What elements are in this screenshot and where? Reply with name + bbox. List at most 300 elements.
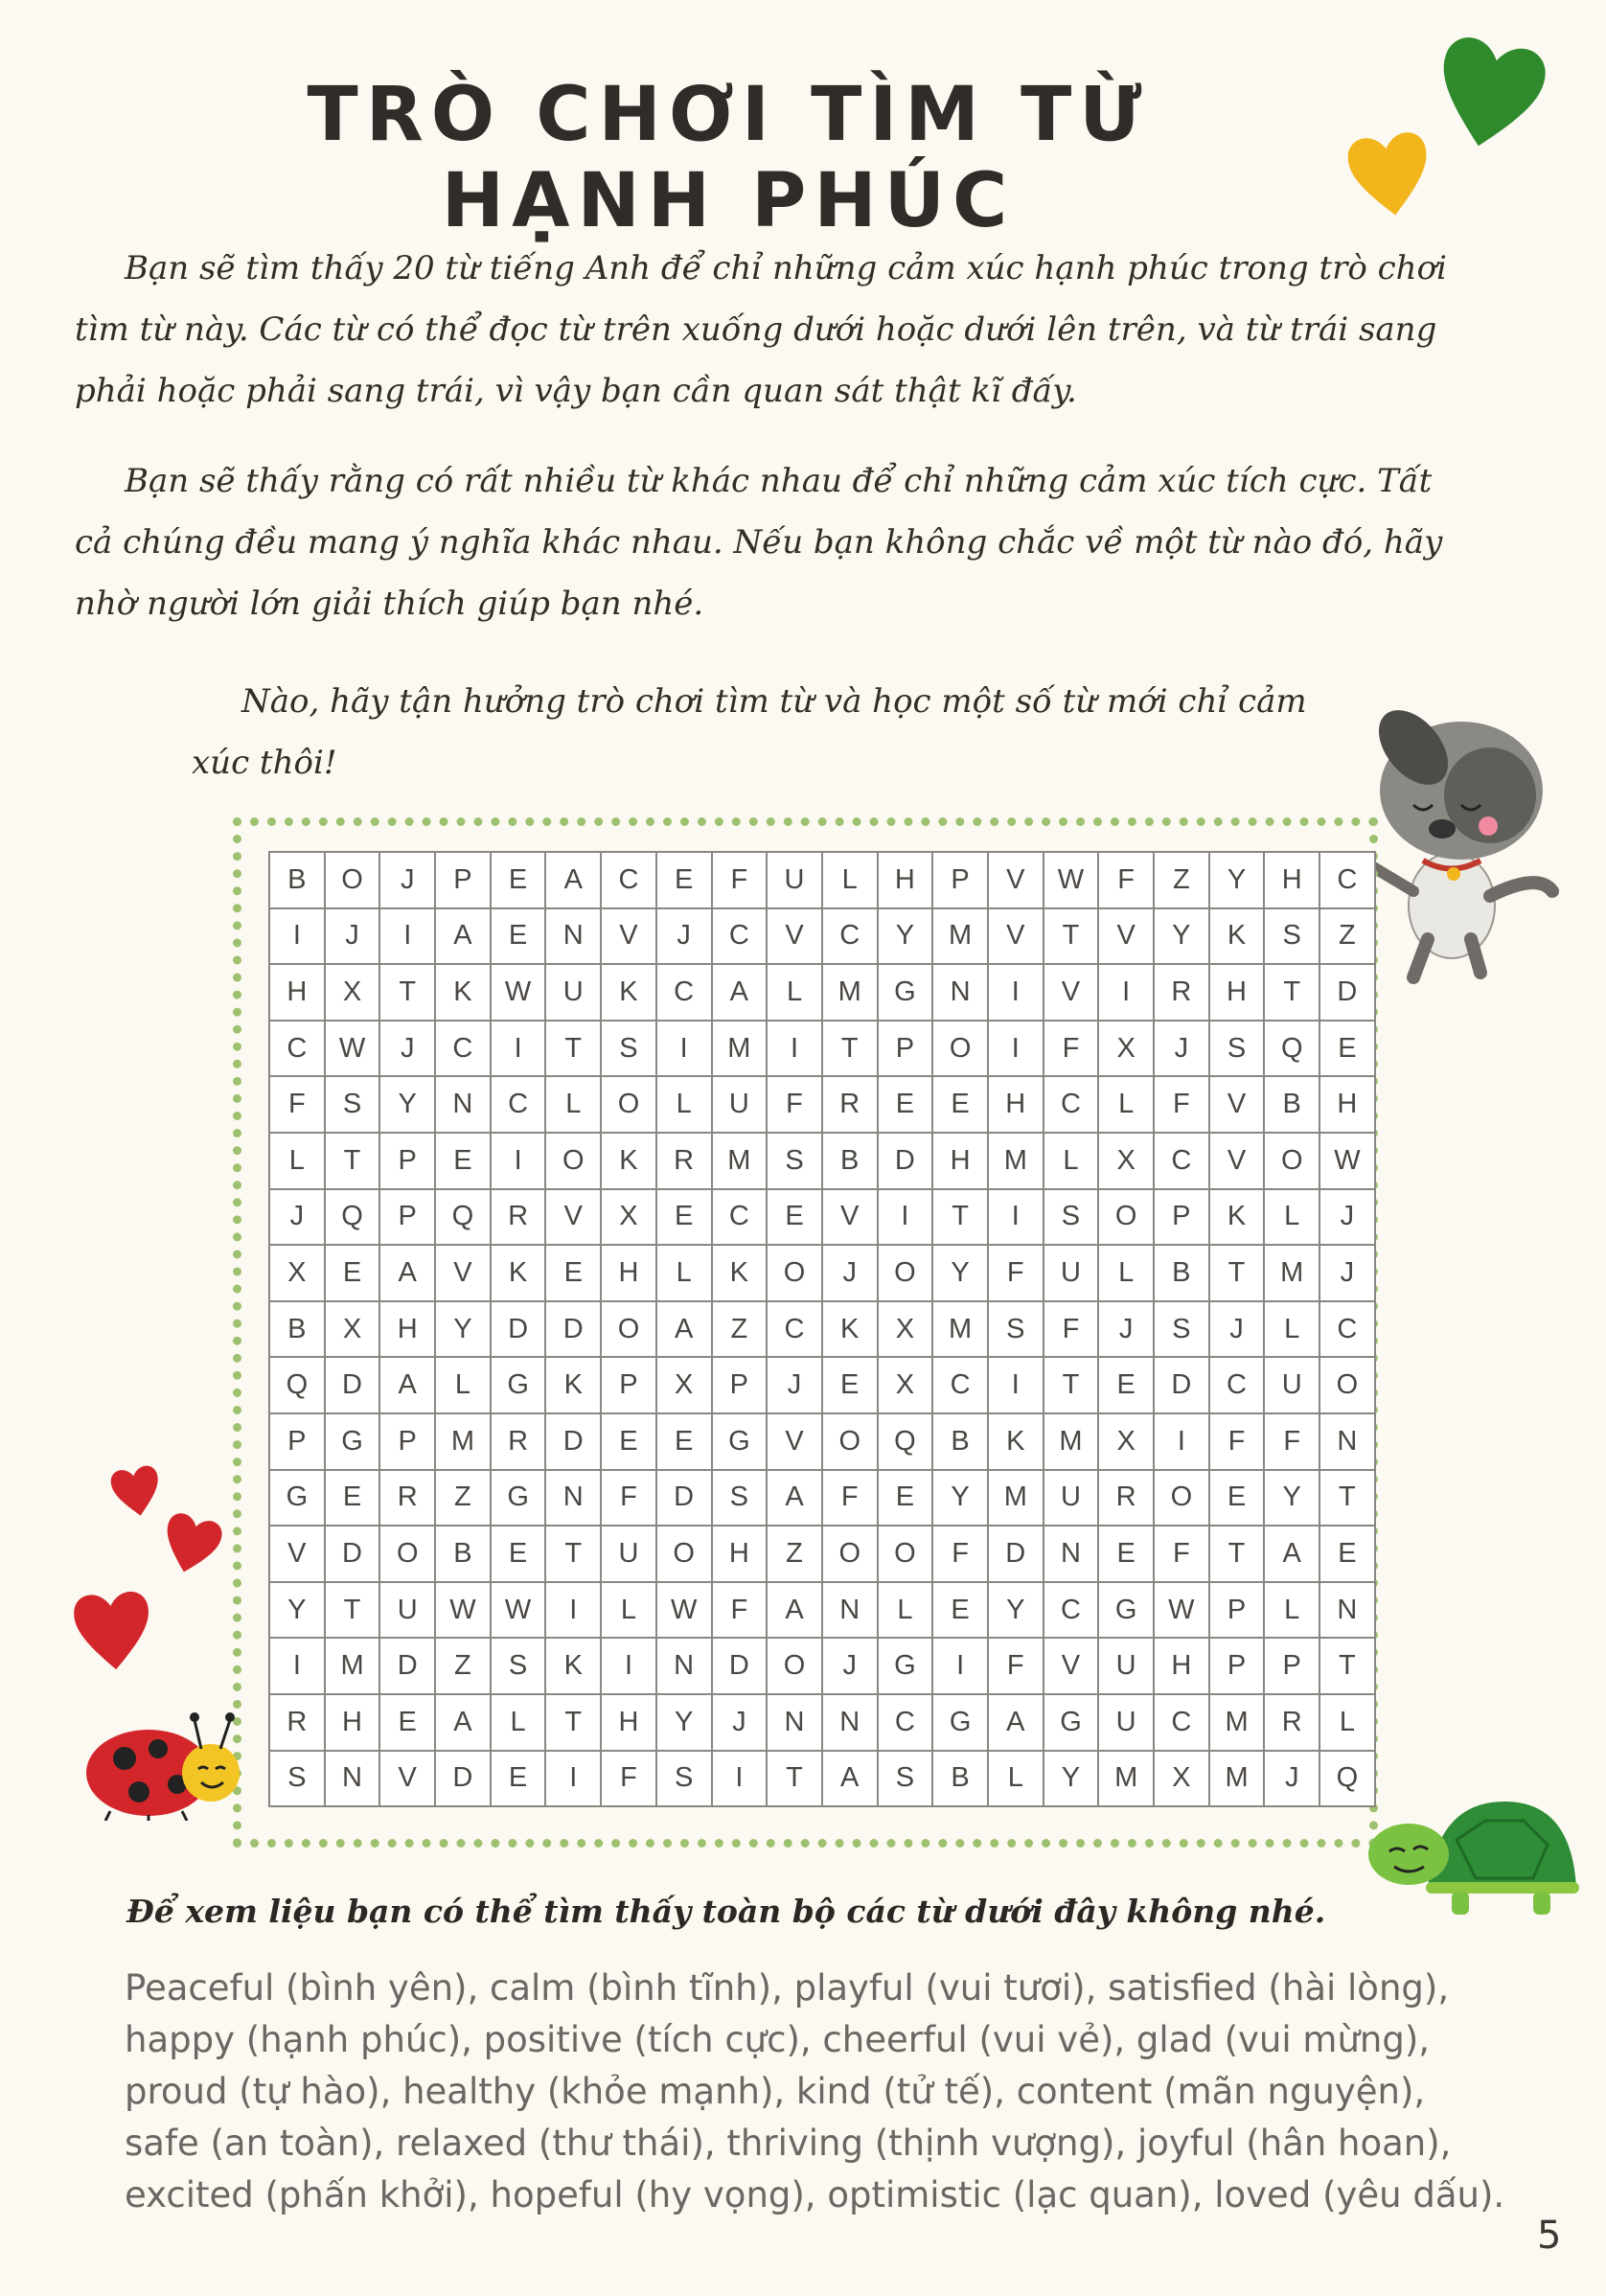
- grid-letter-cell[interactable]: J: [269, 1189, 325, 1246]
- grid-letter-cell[interactable]: N: [1319, 1413, 1375, 1470]
- grid-letter-cell[interactable]: V: [1044, 1638, 1099, 1694]
- grid-letter-cell[interactable]: E: [878, 1470, 933, 1527]
- grid-letter-cell[interactable]: E: [379, 1694, 435, 1751]
- grid-letter-cell[interactable]: O: [767, 1638, 822, 1694]
- grid-letter-cell[interactable]: G: [932, 1694, 988, 1751]
- grid-letter-cell[interactable]: S: [1154, 1301, 1209, 1358]
- grid-letter-cell[interactable]: P: [379, 1189, 435, 1246]
- grid-letter-cell[interactable]: M: [325, 1638, 380, 1694]
- grid-letter-cell[interactable]: C: [712, 908, 768, 965]
- grid-letter-cell[interactable]: T: [1044, 908, 1099, 965]
- grid-letter-cell[interactable]: F: [932, 1526, 988, 1582]
- grid-letter-cell[interactable]: I: [712, 1751, 768, 1807]
- grid-letter-cell[interactable]: F: [269, 1076, 325, 1133]
- grid-letter-cell[interactable]: Y: [435, 1301, 491, 1358]
- grid-letter-cell[interactable]: M: [988, 1133, 1044, 1189]
- grid-letter-cell[interactable]: I: [988, 1189, 1044, 1246]
- grid-letter-cell[interactable]: N: [1319, 1582, 1375, 1639]
- grid-letter-cell[interactable]: M: [1264, 1245, 1319, 1301]
- grid-letter-cell[interactable]: G: [1098, 1582, 1154, 1639]
- grid-letter-cell[interactable]: P: [379, 1413, 435, 1470]
- grid-letter-cell[interactable]: S: [1209, 1021, 1265, 1077]
- grid-letter-cell[interactable]: T: [1319, 1638, 1375, 1694]
- grid-letter-cell[interactable]: Q: [325, 1189, 380, 1246]
- grid-letter-cell[interactable]: V: [435, 1245, 491, 1301]
- grid-letter-cell[interactable]: X: [325, 1301, 380, 1358]
- grid-letter-cell[interactable]: P: [269, 1413, 325, 1470]
- grid-letter-cell[interactable]: V: [1098, 908, 1154, 965]
- grid-letter-cell[interactable]: W: [1319, 1133, 1375, 1189]
- grid-letter-cell[interactable]: S: [878, 1751, 933, 1807]
- grid-letter-cell[interactable]: J: [1209, 1301, 1265, 1358]
- grid-letter-cell[interactable]: N: [822, 1582, 878, 1639]
- grid-letter-cell[interactable]: E: [656, 852, 712, 908]
- grid-letter-cell[interactable]: N: [822, 1694, 878, 1751]
- grid-letter-cell[interactable]: T: [1209, 1245, 1265, 1301]
- grid-letter-cell[interactable]: V: [601, 908, 656, 965]
- grid-letter-cell[interactable]: S: [767, 1133, 822, 1189]
- grid-letter-cell[interactable]: O: [601, 1301, 656, 1358]
- grid-letter-cell[interactable]: D: [379, 1638, 435, 1694]
- grid-letter-cell[interactable]: E: [1209, 1470, 1265, 1527]
- grid-letter-cell[interactable]: V: [379, 1751, 435, 1807]
- grid-letter-cell[interactable]: E: [435, 1133, 491, 1189]
- grid-letter-cell[interactable]: F: [767, 1076, 822, 1133]
- grid-letter-cell[interactable]: E: [656, 1413, 712, 1470]
- grid-letter-cell[interactable]: X: [1098, 1413, 1154, 1470]
- grid-letter-cell[interactable]: K: [1209, 1189, 1265, 1246]
- grid-letter-cell[interactable]: W: [325, 1021, 380, 1077]
- grid-letter-cell[interactable]: G: [491, 1357, 546, 1413]
- grid-letter-cell[interactable]: X: [601, 1189, 656, 1246]
- grid-letter-cell[interactable]: I: [491, 1133, 546, 1189]
- grid-letter-cell[interactable]: P: [712, 1357, 768, 1413]
- grid-letter-cell[interactable]: C: [1319, 1301, 1375, 1358]
- grid-letter-cell[interactable]: T: [932, 1189, 988, 1246]
- grid-letter-cell[interactable]: X: [325, 964, 380, 1021]
- grid-letter-cell[interactable]: T: [379, 964, 435, 1021]
- grid-letter-cell[interactable]: B: [435, 1526, 491, 1582]
- grid-letter-cell[interactable]: S: [656, 1751, 712, 1807]
- grid-letter-cell[interactable]: C: [656, 964, 712, 1021]
- grid-letter-cell[interactable]: T: [822, 1021, 878, 1077]
- grid-letter-cell[interactable]: Y: [379, 1076, 435, 1133]
- grid-letter-cell[interactable]: D: [545, 1301, 601, 1358]
- grid-letter-cell[interactable]: Q: [435, 1189, 491, 1246]
- grid-letter-cell[interactable]: C: [1044, 1582, 1099, 1639]
- grid-letter-cell[interactable]: G: [491, 1470, 546, 1527]
- grid-letter-cell[interactable]: L: [1264, 1582, 1319, 1639]
- grid-letter-cell[interactable]: B: [1154, 1245, 1209, 1301]
- grid-letter-cell[interactable]: X: [878, 1357, 933, 1413]
- grid-letter-cell[interactable]: O: [1098, 1189, 1154, 1246]
- grid-letter-cell[interactable]: E: [325, 1245, 380, 1301]
- grid-letter-cell[interactable]: B: [269, 852, 325, 908]
- grid-letter-cell[interactable]: A: [822, 1751, 878, 1807]
- grid-letter-cell[interactable]: O: [878, 1245, 933, 1301]
- grid-letter-cell[interactable]: G: [712, 1413, 768, 1470]
- grid-letter-cell[interactable]: J: [822, 1245, 878, 1301]
- grid-letter-cell[interactable]: O: [878, 1526, 933, 1582]
- grid-letter-cell[interactable]: H: [1264, 852, 1319, 908]
- grid-letter-cell[interactable]: C: [932, 1357, 988, 1413]
- grid-letter-cell[interactable]: P: [1209, 1582, 1265, 1639]
- grid-letter-cell[interactable]: Q: [269, 1357, 325, 1413]
- grid-letter-cell[interactable]: F: [1098, 852, 1154, 908]
- grid-letter-cell[interactable]: M: [435, 1413, 491, 1470]
- grid-letter-cell[interactable]: Z: [767, 1526, 822, 1582]
- grid-letter-cell[interactable]: E: [932, 1582, 988, 1639]
- grid-letter-cell[interactable]: V: [767, 1413, 822, 1470]
- grid-letter-cell[interactable]: V: [1209, 1076, 1265, 1133]
- grid-letter-cell[interactable]: P: [1209, 1638, 1265, 1694]
- grid-letter-cell[interactable]: Y: [656, 1694, 712, 1751]
- grid-letter-cell[interactable]: H: [932, 1133, 988, 1189]
- grid-letter-cell[interactable]: I: [988, 1357, 1044, 1413]
- grid-letter-cell[interactable]: J: [1264, 1751, 1319, 1807]
- grid-letter-cell[interactable]: J: [656, 908, 712, 965]
- grid-letter-cell[interactable]: R: [822, 1076, 878, 1133]
- grid-letter-cell[interactable]: S: [601, 1021, 656, 1077]
- grid-letter-cell[interactable]: E: [325, 1470, 380, 1527]
- grid-letter-cell[interactable]: I: [379, 908, 435, 965]
- grid-letter-cell[interactable]: V: [545, 1189, 601, 1246]
- grid-letter-cell[interactable]: Q: [1319, 1751, 1375, 1807]
- grid-letter-cell[interactable]: E: [601, 1413, 656, 1470]
- grid-letter-cell[interactable]: R: [491, 1413, 546, 1470]
- grid-letter-cell[interactable]: T: [1044, 1357, 1099, 1413]
- grid-letter-cell[interactable]: V: [822, 1189, 878, 1246]
- grid-letter-cell[interactable]: X: [1154, 1751, 1209, 1807]
- grid-letter-cell[interactable]: P: [1154, 1189, 1209, 1246]
- grid-letter-cell[interactable]: Z: [712, 1301, 768, 1358]
- grid-letter-cell[interactable]: I: [878, 1189, 933, 1246]
- grid-letter-cell[interactable]: H: [379, 1301, 435, 1358]
- grid-letter-cell[interactable]: B: [269, 1301, 325, 1358]
- grid-letter-cell[interactable]: A: [435, 1694, 491, 1751]
- grid-letter-cell[interactable]: K: [545, 1638, 601, 1694]
- grid-letter-cell[interactable]: E: [878, 1076, 933, 1133]
- grid-letter-cell[interactable]: K: [601, 964, 656, 1021]
- grid-letter-cell[interactable]: P: [601, 1357, 656, 1413]
- grid-letter-cell[interactable]: U: [1044, 1245, 1099, 1301]
- grid-letter-cell[interactable]: J: [1154, 1021, 1209, 1077]
- grid-letter-cell[interactable]: A: [712, 964, 768, 1021]
- grid-letter-cell[interactable]: X: [656, 1357, 712, 1413]
- grid-letter-cell[interactable]: I: [656, 1021, 712, 1077]
- grid-letter-cell[interactable]: Y: [932, 1245, 988, 1301]
- grid-letter-cell[interactable]: C: [1044, 1076, 1099, 1133]
- grid-letter-cell[interactable]: M: [1209, 1751, 1265, 1807]
- grid-letter-cell[interactable]: U: [379, 1582, 435, 1639]
- grid-letter-cell[interactable]: P: [1264, 1638, 1319, 1694]
- grid-letter-cell[interactable]: R: [491, 1189, 546, 1246]
- grid-letter-cell[interactable]: F: [822, 1470, 878, 1527]
- grid-letter-cell[interactable]: W: [656, 1582, 712, 1639]
- grid-letter-cell[interactable]: I: [932, 1638, 988, 1694]
- grid-letter-cell[interactable]: J: [822, 1638, 878, 1694]
- grid-letter-cell[interactable]: S: [491, 1638, 546, 1694]
- grid-letter-cell[interactable]: T: [545, 1694, 601, 1751]
- grid-letter-cell[interactable]: J: [1098, 1301, 1154, 1358]
- grid-letter-cell[interactable]: R: [1098, 1470, 1154, 1527]
- grid-letter-cell[interactable]: F: [1209, 1413, 1265, 1470]
- grid-letter-cell[interactable]: X: [878, 1301, 933, 1358]
- grid-letter-cell[interactable]: O: [1154, 1470, 1209, 1527]
- grid-letter-cell[interactable]: O: [1264, 1133, 1319, 1189]
- grid-letter-cell[interactable]: E: [767, 1189, 822, 1246]
- grid-letter-cell[interactable]: O: [932, 1021, 988, 1077]
- grid-letter-cell[interactable]: L: [491, 1694, 546, 1751]
- grid-letter-cell[interactable]: Y: [269, 1582, 325, 1639]
- grid-letter-cell[interactable]: H: [269, 964, 325, 1021]
- grid-letter-cell[interactable]: H: [1154, 1638, 1209, 1694]
- grid-letter-cell[interactable]: Y: [878, 908, 933, 965]
- grid-letter-cell[interactable]: K: [601, 1133, 656, 1189]
- grid-letter-cell[interactable]: D: [656, 1470, 712, 1527]
- grid-letter-cell[interactable]: A: [767, 1582, 822, 1639]
- grid-letter-cell[interactable]: F: [1044, 1021, 1099, 1077]
- grid-letter-cell[interactable]: L: [656, 1245, 712, 1301]
- grid-letter-cell[interactable]: T: [325, 1133, 380, 1189]
- grid-letter-cell[interactable]: F: [988, 1638, 1044, 1694]
- grid-letter-cell[interactable]: C: [1154, 1133, 1209, 1189]
- grid-letter-cell[interactable]: F: [1044, 1301, 1099, 1358]
- grid-letter-cell[interactable]: I: [767, 1021, 822, 1077]
- grid-letter-cell[interactable]: Q: [1264, 1021, 1319, 1077]
- grid-letter-cell[interactable]: M: [712, 1133, 768, 1189]
- grid-letter-cell[interactable]: C: [712, 1189, 768, 1246]
- grid-letter-cell[interactable]: Y: [1044, 1751, 1099, 1807]
- grid-letter-cell[interactable]: K: [712, 1245, 768, 1301]
- grid-letter-cell[interactable]: Y: [988, 1582, 1044, 1639]
- grid-letter-cell[interactable]: M: [932, 1301, 988, 1358]
- grid-letter-cell[interactable]: H: [712, 1526, 768, 1582]
- grid-letter-cell[interactable]: N: [1044, 1526, 1099, 1582]
- grid-letter-cell[interactable]: O: [822, 1526, 878, 1582]
- grid-letter-cell[interactable]: T: [545, 1526, 601, 1582]
- grid-letter-cell[interactable]: N: [325, 1751, 380, 1807]
- grid-letter-cell[interactable]: G: [269, 1470, 325, 1527]
- grid-letter-cell[interactable]: F: [988, 1245, 1044, 1301]
- grid-letter-cell[interactable]: K: [545, 1357, 601, 1413]
- grid-letter-cell[interactable]: T: [1319, 1470, 1375, 1527]
- grid-letter-cell[interactable]: A: [379, 1245, 435, 1301]
- grid-letter-cell[interactable]: F: [1154, 1526, 1209, 1582]
- grid-letter-cell[interactable]: E: [1319, 1526, 1375, 1582]
- grid-letter-cell[interactable]: H: [1209, 964, 1265, 1021]
- grid-letter-cell[interactable]: V: [269, 1526, 325, 1582]
- grid-letter-cell[interactable]: M: [712, 1021, 768, 1077]
- grid-letter-cell[interactable]: I: [1154, 1413, 1209, 1470]
- grid-letter-cell[interactable]: I: [988, 964, 1044, 1021]
- grid-letter-cell[interactable]: U: [1098, 1694, 1154, 1751]
- grid-letter-cell[interactable]: L: [988, 1751, 1044, 1807]
- grid-letter-cell[interactable]: I: [491, 1021, 546, 1077]
- grid-letter-cell[interactable]: V: [988, 908, 1044, 965]
- grid-letter-cell[interactable]: Z: [435, 1470, 491, 1527]
- grid-letter-cell[interactable]: M: [822, 964, 878, 1021]
- grid-letter-cell[interactable]: A: [656, 1301, 712, 1358]
- grid-letter-cell[interactable]: Q: [878, 1413, 933, 1470]
- grid-letter-cell[interactable]: E: [545, 1245, 601, 1301]
- grid-letter-cell[interactable]: F: [712, 1582, 768, 1639]
- grid-letter-cell[interactable]: L: [878, 1582, 933, 1639]
- grid-letter-cell[interactable]: L: [767, 964, 822, 1021]
- grid-letter-cell[interactable]: O: [601, 1076, 656, 1133]
- grid-letter-cell[interactable]: M: [1098, 1751, 1154, 1807]
- grid-letter-cell[interactable]: S: [1044, 1189, 1099, 1246]
- grid-letter-cell[interactable]: C: [435, 1021, 491, 1077]
- grid-letter-cell[interactable]: O: [822, 1413, 878, 1470]
- grid-letter-cell[interactable]: V: [988, 852, 1044, 908]
- grid-letter-cell[interactable]: A: [1264, 1526, 1319, 1582]
- grid-letter-cell[interactable]: R: [379, 1470, 435, 1527]
- grid-letter-cell[interactable]: L: [1098, 1076, 1154, 1133]
- grid-letter-cell[interactable]: F: [601, 1470, 656, 1527]
- grid-letter-cell[interactable]: L: [1264, 1189, 1319, 1246]
- grid-letter-cell[interactable]: W: [491, 1582, 546, 1639]
- grid-letter-cell[interactable]: N: [932, 964, 988, 1021]
- grid-letter-cell[interactable]: P: [932, 852, 988, 908]
- grid-letter-cell[interactable]: E: [491, 1751, 546, 1807]
- grid-letter-cell[interactable]: D: [712, 1638, 768, 1694]
- grid-letter-cell[interactable]: W: [491, 964, 546, 1021]
- grid-letter-cell[interactable]: N: [545, 908, 601, 965]
- grid-letter-cell[interactable]: Y: [1264, 1470, 1319, 1527]
- grid-letter-cell[interactable]: Y: [932, 1470, 988, 1527]
- grid-letter-cell[interactable]: D: [491, 1301, 546, 1358]
- grid-letter-cell[interactable]: L: [1044, 1133, 1099, 1189]
- grid-letter-cell[interactable]: A: [379, 1357, 435, 1413]
- grid-letter-cell[interactable]: U: [1098, 1638, 1154, 1694]
- grid-letter-cell[interactable]: C: [1154, 1694, 1209, 1751]
- grid-letter-cell[interactable]: I: [269, 1638, 325, 1694]
- grid-letter-cell[interactable]: C: [1209, 1357, 1265, 1413]
- grid-letter-cell[interactable]: K: [988, 1413, 1044, 1470]
- grid-letter-cell[interactable]: G: [325, 1413, 380, 1470]
- grid-letter-cell[interactable]: V: [1209, 1133, 1265, 1189]
- grid-letter-cell[interactable]: N: [767, 1694, 822, 1751]
- grid-letter-cell[interactable]: H: [601, 1694, 656, 1751]
- grid-letter-cell[interactable]: J: [712, 1694, 768, 1751]
- grid-letter-cell[interactable]: U: [1044, 1470, 1099, 1527]
- grid-letter-cell[interactable]: V: [767, 908, 822, 965]
- grid-letter-cell[interactable]: O: [545, 1133, 601, 1189]
- grid-letter-cell[interactable]: H: [601, 1245, 656, 1301]
- grid-letter-cell[interactable]: C: [878, 1694, 933, 1751]
- grid-letter-cell[interactable]: E: [491, 908, 546, 965]
- grid-letter-cell[interactable]: S: [325, 1076, 380, 1133]
- grid-letter-cell[interactable]: X: [1098, 1021, 1154, 1077]
- grid-letter-cell[interactable]: U: [712, 1076, 768, 1133]
- grid-letter-cell[interactable]: E: [491, 1526, 546, 1582]
- grid-letter-cell[interactable]: D: [545, 1413, 601, 1470]
- grid-letter-cell[interactable]: K: [435, 964, 491, 1021]
- grid-letter-cell[interactable]: L: [1319, 1694, 1375, 1751]
- grid-letter-cell[interactable]: Z: [435, 1638, 491, 1694]
- grid-letter-cell[interactable]: D: [325, 1357, 380, 1413]
- grid-letter-cell[interactable]: T: [545, 1021, 601, 1077]
- grid-letter-cell[interactable]: J: [325, 908, 380, 965]
- grid-letter-cell[interactable]: R: [656, 1133, 712, 1189]
- grid-letter-cell[interactable]: G: [878, 964, 933, 1021]
- grid-letter-cell[interactable]: M: [932, 908, 988, 965]
- grid-letter-cell[interactable]: R: [1264, 1694, 1319, 1751]
- grid-letter-cell[interactable]: P: [379, 1133, 435, 1189]
- grid-letter-cell[interactable]: B: [932, 1751, 988, 1807]
- grid-letter-cell[interactable]: I: [545, 1751, 601, 1807]
- grid-letter-cell[interactable]: T: [1264, 964, 1319, 1021]
- grid-letter-cell[interactable]: C: [822, 908, 878, 965]
- grid-letter-cell[interactable]: M: [1209, 1694, 1265, 1751]
- grid-letter-cell[interactable]: C: [601, 852, 656, 908]
- grid-letter-cell[interactable]: A: [545, 852, 601, 908]
- grid-letter-cell[interactable]: C: [269, 1021, 325, 1077]
- grid-letter-cell[interactable]: X: [1098, 1133, 1154, 1189]
- grid-letter-cell[interactable]: H: [988, 1076, 1044, 1133]
- grid-letter-cell[interactable]: A: [435, 908, 491, 965]
- grid-letter-cell[interactable]: S: [1264, 908, 1319, 965]
- grid-letter-cell[interactable]: E: [1319, 1021, 1375, 1077]
- grid-letter-cell[interactable]: L: [656, 1076, 712, 1133]
- grid-letter-cell[interactable]: I: [601, 1638, 656, 1694]
- grid-letter-cell[interactable]: B: [1264, 1076, 1319, 1133]
- grid-letter-cell[interactable]: O: [1319, 1357, 1375, 1413]
- grid-letter-cell[interactable]: C: [491, 1076, 546, 1133]
- grid-letter-cell[interactable]: J: [379, 852, 435, 908]
- grid-letter-cell[interactable]: X: [269, 1245, 325, 1301]
- grid-letter-cell[interactable]: L: [1098, 1245, 1154, 1301]
- grid-letter-cell[interactable]: G: [1044, 1694, 1099, 1751]
- grid-letter-cell[interactable]: C: [1319, 852, 1375, 908]
- grid-letter-cell[interactable]: L: [545, 1076, 601, 1133]
- grid-letter-cell[interactable]: R: [1154, 964, 1209, 1021]
- grid-letter-cell[interactable]: U: [601, 1526, 656, 1582]
- grid-letter-cell[interactable]: Y: [1209, 852, 1265, 908]
- grid-letter-cell[interactable]: L: [269, 1133, 325, 1189]
- grid-letter-cell[interactable]: O: [767, 1245, 822, 1301]
- grid-letter-cell[interactable]: S: [269, 1751, 325, 1807]
- grid-letter-cell[interactable]: E: [932, 1076, 988, 1133]
- grid-letter-cell[interactable]: L: [822, 852, 878, 908]
- grid-letter-cell[interactable]: D: [988, 1526, 1044, 1582]
- grid-letter-cell[interactable]: E: [1098, 1526, 1154, 1582]
- grid-letter-cell[interactable]: W: [1044, 852, 1099, 908]
- grid-letter-cell[interactable]: E: [656, 1189, 712, 1246]
- grid-letter-cell[interactable]: O: [656, 1526, 712, 1582]
- grid-letter-cell[interactable]: K: [822, 1301, 878, 1358]
- grid-letter-cell[interactable]: E: [822, 1357, 878, 1413]
- grid-letter-cell[interactable]: D: [325, 1526, 380, 1582]
- grid-letter-cell[interactable]: U: [545, 964, 601, 1021]
- grid-letter-cell[interactable]: F: [1264, 1413, 1319, 1470]
- grid-letter-cell[interactable]: N: [656, 1638, 712, 1694]
- grid-letter-cell[interactable]: U: [767, 852, 822, 908]
- grid-letter-cell[interactable]: T: [325, 1582, 380, 1639]
- grid-letter-cell[interactable]: E: [1098, 1357, 1154, 1413]
- grid-letter-cell[interactable]: K: [491, 1245, 546, 1301]
- grid-letter-cell[interactable]: O: [379, 1526, 435, 1582]
- grid-letter-cell[interactable]: P: [435, 852, 491, 908]
- grid-letter-cell[interactable]: V: [1044, 964, 1099, 1021]
- grid-letter-cell[interactable]: J: [1319, 1245, 1375, 1301]
- grid-letter-cell[interactable]: L: [1264, 1301, 1319, 1358]
- grid-letter-cell[interactable]: F: [601, 1751, 656, 1807]
- grid-letter-cell[interactable]: I: [988, 1021, 1044, 1077]
- grid-letter-cell[interactable]: I: [1098, 964, 1154, 1021]
- grid-letter-cell[interactable]: N: [435, 1076, 491, 1133]
